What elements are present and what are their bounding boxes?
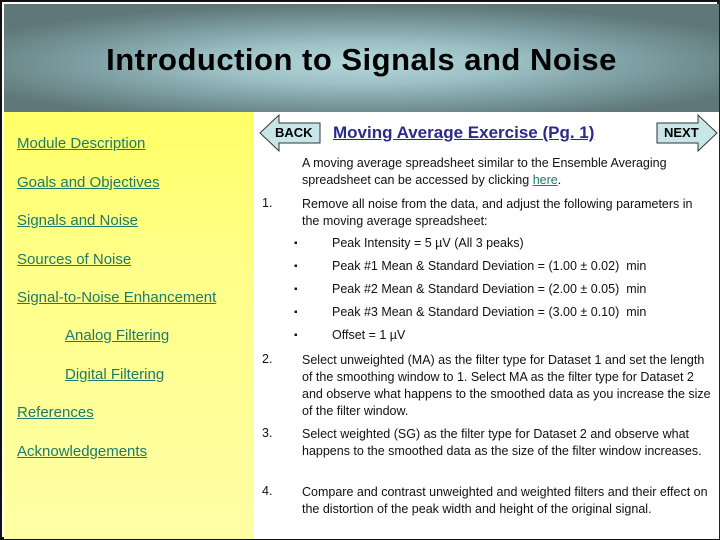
parameter-item: Peak Intensity = 5 µV (All 3 peaks) xyxy=(332,236,524,250)
back-button[interactable] xyxy=(259,113,321,153)
next-label: NEXT xyxy=(664,125,699,140)
sidebar-item-goals-and-objectives[interactable]: Goals and Objectives xyxy=(17,174,160,191)
sidebar-item-references[interactable]: References xyxy=(17,404,94,421)
bullet-icon: ▪ xyxy=(294,261,298,272)
sidebar-item-acknowledgements[interactable]: Acknowledgements xyxy=(17,443,148,460)
step-number: 2. xyxy=(262,352,273,366)
sidebar-item-analog-filtering[interactable]: Analog Filtering xyxy=(65,327,170,344)
sidebar-item-sources-of-noise[interactable]: Sources of Noise xyxy=(17,251,132,268)
main-content xyxy=(254,112,719,539)
header-banner xyxy=(4,4,719,112)
step-number: 3. xyxy=(262,426,273,440)
step-text: Compare and contrast unweighted and weighted filters and their effect on the distortion of the peak width and height of the original signal. xyxy=(302,485,708,516)
bullet-icon: ▪ xyxy=(294,284,298,295)
bullet-icon: ▪ xyxy=(294,330,298,341)
spreadsheet-link[interactable]: here xyxy=(532,173,558,187)
intro-paragraph xyxy=(302,155,717,189)
sidebar-item-signals-and-noise[interactable]: Signals and Noise xyxy=(17,212,138,229)
back-label: BACK xyxy=(275,125,313,140)
parameter-item: Peak #1 Mean & Standard Deviation = (1.00 ± 0.02) min xyxy=(332,259,647,273)
bullet-icon: ▪ xyxy=(294,238,298,249)
sidebar-nav xyxy=(4,112,254,539)
step-text: Select weighted (SG) as the filter type for Dataset 2 and observe what happens to the smoothed data as the size of the filter window increases. xyxy=(302,427,702,458)
parameter-item: Peak #2 Mean & Standard Deviation = (2.00 ± 0.05) min xyxy=(332,282,647,296)
step-number: 4. xyxy=(262,484,273,498)
step-text: Remove all noise from the data, and adjust the following parameters in the moving average spreadsheet: xyxy=(302,197,693,228)
sidebar-item-signal-to-noise-enhancement[interactable]: Signal-to-Noise Enhancement xyxy=(17,289,217,306)
page-title: Introduction to Signals and Noise xyxy=(106,42,617,77)
parameter-item: Peak #3 Mean & Standard Deviation = (3.00 ± 0.10) min xyxy=(332,305,647,319)
next-button[interactable] xyxy=(656,113,718,153)
sidebar-item-module-description[interactable]: Module Description xyxy=(17,135,146,152)
sidebar-item-digital-filtering[interactable]: Digital Filtering xyxy=(65,366,165,383)
bullet-icon: ▪ xyxy=(294,307,298,318)
intro-text: A moving average spreadsheet similar to the Ensemble Averaging spreadsheet can be accessed by clicking xyxy=(302,156,667,187)
parameter-item: Offset = 1 µV xyxy=(332,328,406,342)
step-number: 1. xyxy=(262,196,273,210)
step-text: Select unweighted (MA) as the filter type for Dataset 1 and set the length of the smoothing window to 1. Select MA as the filter type for Dataset 2 and observe what happens to the smoothed data as you increase the size of the filter window. xyxy=(302,353,711,418)
exercise-title[interactable]: Moving Average Exercise (Pg. 1) xyxy=(333,123,595,142)
intro-period: . xyxy=(557,173,562,187)
